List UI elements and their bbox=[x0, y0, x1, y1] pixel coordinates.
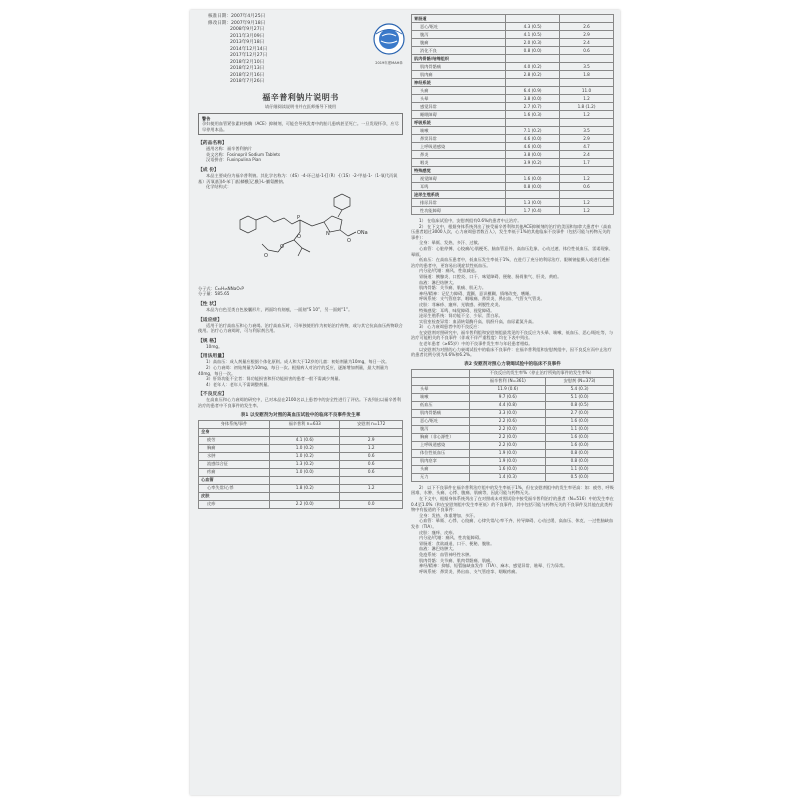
table-row bbox=[412, 63, 614, 71]
table-cell: 0.5 (0.0) bbox=[546, 473, 614, 481]
table-cell: 全身 bbox=[199, 428, 270, 436]
table-cell: 呼吸系统 bbox=[412, 119, 506, 127]
table-row bbox=[412, 127, 614, 135]
table-cell: 疲劳 bbox=[199, 436, 270, 444]
table-row bbox=[412, 409, 614, 417]
table-row bbox=[412, 183, 614, 191]
warning-text: 孕妇使用血管紧张素转换酶（ACE）抑制剂，可能会导致发育中的胎儿患病甚至死亡。一旦发现怀孕，应尽早停用本品。 bbox=[202, 121, 399, 132]
body-paragraph: 血液：淋巴结肿大。 bbox=[419, 279, 457, 285]
table-cell bbox=[560, 55, 614, 63]
table-cell: 皮肤 bbox=[199, 492, 270, 500]
table-cell: 7.1 (0.2) bbox=[506, 127, 560, 135]
revision-date: 2008年9月27日 bbox=[230, 27, 265, 32]
table-row bbox=[412, 199, 614, 207]
table-row bbox=[412, 465, 614, 473]
table-row bbox=[412, 385, 614, 393]
table-cell bbox=[340, 492, 403, 500]
table-cell: 1.6 (0.0) bbox=[506, 175, 560, 183]
table-cell: 腹泻 bbox=[412, 425, 470, 433]
table-cell: 2.2 (0.6) bbox=[470, 417, 546, 425]
table-cell: 视觉障碍 bbox=[412, 175, 506, 183]
table-cell: 上呼吸道感染 bbox=[412, 441, 470, 449]
table-cell: 9.7 (0.6) bbox=[470, 393, 546, 401]
table-cell: 消化不良 bbox=[412, 47, 506, 55]
table-row bbox=[412, 135, 614, 143]
table-cell: 3.5 bbox=[560, 127, 614, 135]
body-paragraph: 心血管：晕厥、心悸、心绞痛、心律失常/心率不齐、传导障碍、心动过缓、高血压、休克、一过性脑缺血发作（TIA）。 bbox=[411, 518, 614, 529]
table-row bbox=[412, 31, 614, 39]
drug-name-line: 英文名称：Fosinopril Sodium Tablets bbox=[206, 151, 281, 157]
table-row bbox=[412, 457, 614, 465]
table-cell: 心血管 bbox=[199, 476, 270, 484]
table-row bbox=[412, 55, 614, 63]
table-cell bbox=[340, 476, 403, 484]
table-cell: 腹痛 bbox=[412, 39, 506, 47]
section-heading: 【成 份】 bbox=[198, 168, 219, 174]
table-cell: 排尿异常 bbox=[412, 199, 506, 207]
svg-text:O: O bbox=[280, 243, 284, 250]
section-heading: 【用法用量】 bbox=[198, 354, 227, 360]
body-paragraph: 免疫系统：血管神经性水肿。 bbox=[419, 551, 474, 557]
section-heading: 【性 状】 bbox=[198, 302, 219, 308]
table-row bbox=[412, 175, 614, 183]
table-cell bbox=[506, 191, 560, 199]
table-cell: 泌尿生殖系统 bbox=[412, 191, 506, 199]
revision-date: 2014年12月14日 bbox=[230, 46, 268, 52]
table-cell: 胸痛（非心源性） bbox=[412, 433, 470, 441]
table-cell: 2.7 (0.0) bbox=[546, 409, 614, 417]
table-cell: 感觉异常 bbox=[412, 103, 506, 111]
table-cell: 1.2 bbox=[560, 207, 614, 215]
revision-date: 2013年9月18日 bbox=[230, 40, 265, 45]
table-cell: 1.6 (0.0) bbox=[546, 433, 614, 441]
body-paragraph: 血液：淋巴结肿大。 bbox=[419, 546, 457, 552]
table-row bbox=[412, 417, 614, 425]
table-row bbox=[412, 441, 614, 449]
table-cell: 1.8 (0.2) bbox=[270, 484, 340, 492]
body-paragraph: 2） 以下不良事件在福辛普利治疗组中的发生率低于1%，但在安慰剂组中的发生率更高：如：疲劳、呼吸困难、水肿、头痛、心悸、腹痛、肌痛等，因此可能与药物无关。 bbox=[411, 484, 614, 496]
table-cell: 2.2 (0.0) bbox=[470, 433, 546, 441]
table-header bbox=[412, 377, 470, 385]
table-cell: 0.6 bbox=[340, 468, 403, 476]
left-column bbox=[198, 14, 403, 509]
table-row bbox=[199, 428, 403, 436]
table-row bbox=[199, 492, 403, 500]
table-cell bbox=[506, 55, 560, 63]
table-header: 安慰剂 (N=373) bbox=[546, 377, 614, 385]
table-cell bbox=[506, 79, 560, 87]
table-cell: 1.9 (0.0) bbox=[470, 457, 546, 465]
table-cell: 1.2 bbox=[560, 175, 614, 183]
table-cell: 1.0 (0.2) bbox=[270, 444, 340, 452]
body-paragraph: 2） 在下文中，根据身体系统列出了接受福辛普利和其他ACE抑制剂的治疗的美国和加拿大患者中（高血压患者超过3000人次，心力衰竭患者数百人），发生率低于1%的其他临床不良事件（包括可能与药物无关的事件）： bbox=[411, 223, 612, 240]
body-paragraph: 心血管：心脏停搏、心绞痛/心肌梗死、脑血管意外、高血压危象、心动过速、体位性低血压、雷诺现象、晕厥。 bbox=[411, 245, 614, 257]
table-cell bbox=[506, 167, 560, 175]
table-header bbox=[412, 369, 470, 377]
table-row bbox=[199, 500, 403, 508]
table-cell bbox=[270, 476, 340, 484]
body-paragraph: 呼吸系统：支气管痉挛、咽喉痛、鼻窦炎、鼻出血、气管支气管炎。 bbox=[419, 296, 545, 302]
table-cell bbox=[506, 119, 560, 127]
table-cell: 1.2 bbox=[340, 444, 403, 452]
table-cell: 疼痛 bbox=[199, 468, 270, 476]
table-row bbox=[412, 95, 614, 103]
body-paragraph: 内分泌/代谢：痛风、性功能障碍。 bbox=[419, 535, 484, 541]
table-cell bbox=[560, 15, 614, 23]
body-paragraph: 胃肠道：食欲减退、口干、便秘、腹胀。 bbox=[419, 540, 495, 546]
table-row bbox=[412, 191, 614, 199]
table-row bbox=[412, 425, 614, 433]
table-cell: 2.2 (0.0) bbox=[470, 441, 546, 449]
body-paragraph: 呼吸系统：鼻窦炎、鼻出血、支气管痉挛、咽喉疼痛。 bbox=[419, 568, 520, 574]
body-paragraph: 实验室检查异常：血清转氨酶升高、肌酐升高、血尿素氮升高。 bbox=[419, 318, 537, 324]
table-cell: 3.3 (0.0) bbox=[470, 409, 546, 417]
table-cell: 4.7 bbox=[560, 143, 614, 151]
body-paragraph: 神经/精神：抑郁、短暂脑缺血发作（TIA）、麻木、感觉异常、眩晕、行为异常。 bbox=[419, 563, 568, 569]
table-cell: 1.8 (1.2) bbox=[560, 103, 614, 111]
table-cell: 4.6 (0.0) bbox=[506, 143, 560, 151]
table-cell: 2.9 bbox=[560, 135, 614, 143]
body-paragraph: 低血压：在高血压患者中，低血压发生率低于1%，在进行了充分的利尿治疗、限制钠盐摄入或进行透析治疗的患者中，更容易出现症状性低血压。 bbox=[411, 257, 610, 268]
revision-date: 修改日期：2007年9月18日 bbox=[208, 20, 266, 26]
table-cell: 无力 bbox=[412, 473, 470, 481]
table-cell: 水肿 bbox=[199, 452, 270, 460]
document-title: 福辛普利钠片说明书 bbox=[262, 92, 339, 102]
table-cell: 0.8 (0.0) bbox=[506, 183, 560, 191]
table-cell: 6.4 (0.9) bbox=[506, 87, 560, 95]
table-cell: 2.4 bbox=[560, 151, 614, 159]
table-cell: 2.9 bbox=[340, 436, 403, 444]
molecular-formula: 分子式：C₃₀H₄₅NNaO₇P bbox=[198, 285, 244, 291]
table-cell: 4.0 (0.2) bbox=[506, 63, 560, 71]
table-group-header: 不良反应的发生率%（停止治疗所致的事件的发生率%） bbox=[470, 369, 614, 377]
table-cell: 肌肉痉挛 bbox=[412, 457, 470, 465]
table-cell: 0.8 (0.0) bbox=[506, 47, 560, 55]
formula-label: 化学结构式： bbox=[206, 184, 232, 190]
table-cell: 恶心/呕吐 bbox=[412, 417, 470, 425]
adverse-events-table-2 bbox=[411, 369, 614, 482]
table-cell: 4.4 (0.8) bbox=[470, 401, 546, 409]
table-cell: 2.7 (0.7) bbox=[506, 103, 560, 111]
table-cell: 1.7 bbox=[560, 159, 614, 167]
table-cell: 2.0 (0.3) bbox=[506, 39, 560, 47]
table-row bbox=[412, 111, 614, 119]
table-cell: 咳嗽 bbox=[412, 127, 506, 135]
table-cell: 腹泻 bbox=[412, 31, 506, 39]
table-cell: 1.6 (0.0) bbox=[546, 417, 614, 425]
revision-date: 2018年2月13日 bbox=[230, 66, 265, 71]
table-cell: 鼻炎 bbox=[412, 151, 506, 159]
table-cell: 1.3 (0.2) bbox=[270, 460, 340, 468]
table-cell: 1.3 (0.0) bbox=[506, 199, 560, 207]
company-logo bbox=[370, 22, 408, 66]
table-cell: 2.2 (0.0) bbox=[470, 425, 546, 433]
body-paragraph: 在安慰剂对照研究中，福辛普利组和安慰剂组最常见的不良反应为头晕、咳嗽、低血压、恶心/呕吐等，与治疗可能相关的不良事件（伴或不伴严重程度）均在下表中列出。 bbox=[411, 329, 614, 341]
adverse-events-table-1-continued bbox=[411, 14, 614, 215]
table-cell: 鼻窦异常 bbox=[412, 135, 506, 143]
table-cell: 耳鸣 bbox=[412, 183, 506, 191]
table-cell: 肌肉痛 bbox=[412, 71, 506, 79]
drug-name-line: 汉语拼音：Fuxinpulina Pian bbox=[206, 157, 262, 163]
warning-label: 警告 bbox=[202, 115, 211, 121]
table-row bbox=[199, 484, 403, 492]
table-cell: 1.9 (0.0) bbox=[470, 449, 546, 457]
dosage-paragraph: 4）老年人：老年人不需调整剂量。 bbox=[206, 381, 272, 387]
molecular-weight: 分子量：585.65 bbox=[198, 291, 230, 297]
table-cell: 0.8 (0.0) bbox=[546, 449, 614, 457]
table-row bbox=[412, 23, 614, 31]
svg-text:ONa: ONa bbox=[357, 229, 368, 236]
dosage-paragraph: 2）心力衰竭：初始剂量为10mg，每日一次。根据病人对治疗的反应，逐渐增加剂量，最大剂量为40mg，每日一次。 bbox=[198, 365, 389, 376]
section-heading: 【不良反应】 bbox=[198, 392, 227, 398]
table-cell: 11.0 bbox=[560, 87, 614, 95]
table-cell: 1.0 (0.0) bbox=[270, 468, 340, 476]
body-paragraph: 全身：晕厥、发热、多汗、过敏。 bbox=[419, 240, 482, 246]
body-paragraph: 肌肉骨骼：关节痛、肌肉骨骼痛、肌痛。 bbox=[419, 557, 495, 563]
table-cell: 3.9 (0.2) bbox=[506, 159, 560, 167]
table-cell: 0.0 bbox=[340, 500, 403, 508]
table-cell: 肌肉骨骼痛 bbox=[412, 63, 506, 71]
table-cell: 4.1 (0.5) bbox=[506, 31, 560, 39]
table-row bbox=[412, 119, 614, 127]
table-cell: 1.2 bbox=[560, 199, 614, 207]
table-cell: 2.2 (0.0) bbox=[270, 500, 340, 508]
table-cell: 2.9 bbox=[560, 31, 614, 39]
table-cell: 1.6 (0.0) bbox=[470, 465, 546, 473]
table-header-row bbox=[412, 377, 614, 385]
body-paragraph: 3） 心力衰竭患者中的不良反应： bbox=[419, 324, 482, 330]
leaflet-page bbox=[190, 10, 620, 795]
body-paragraph: 以安慰剂为对照的心力衰竭试验中的临床不良事件：在福辛普利组和安慰剂组中，因不良反应而中止治疗的患者比例分别为4.6%和6.2%。 bbox=[411, 346, 612, 358]
body-paragraph: 特殊感觉：耳鸣、味觉障碍、视觉障碍。 bbox=[419, 307, 495, 313]
body-paragraph: 在老年患者（≥65岁）中的不良事件发生率与年轻患者相似。 bbox=[419, 341, 533, 347]
body-paragraph: 泌尿生殖系统：肾功能不全、少尿、蛋白尿。 bbox=[419, 313, 503, 319]
table-cell: 流感综合征 bbox=[199, 460, 270, 468]
table2-caption: 表2 安慰剂对照心力衰竭试验中的临床不良事件 bbox=[464, 361, 561, 367]
table-cell: 1.4 (0.3) bbox=[470, 473, 546, 481]
revision-date: 2018年2月16日 bbox=[230, 72, 265, 78]
table-cell: 头痛 bbox=[412, 87, 506, 95]
revision-date: 2018年2月10日 bbox=[230, 59, 265, 65]
table-cell: 低血压 bbox=[412, 401, 470, 409]
body-paragraph: 在下文中，根据身体系统列出了在对照或未对照试验中接受福辛普利治疗的患者（N=516）中的发生率在0.4至1.0%（和在安慰剂组中发生率更低）的不良事件，其中包括可能与药物无关的不良事件及其他在此类药物中有报道的不良事件： bbox=[411, 496, 614, 513]
revision-date: 2017年12月27日 bbox=[230, 53, 268, 58]
table-cell: 肌肉骨骼痛 bbox=[412, 409, 470, 417]
table-cell: 咳嗽 bbox=[412, 393, 470, 401]
right-column bbox=[411, 14, 614, 574]
table-row bbox=[412, 143, 614, 151]
table-cell bbox=[560, 119, 614, 127]
svg-text:O: O bbox=[264, 252, 268, 259]
table-row bbox=[199, 476, 403, 484]
table-row bbox=[199, 436, 403, 444]
table-cell: 11.9 (0.6) bbox=[470, 385, 546, 393]
table-cell: 0.8 (0.5) bbox=[546, 401, 614, 409]
revision-date: 2018年7月26日 bbox=[230, 79, 265, 84]
chemical-structure bbox=[198, 192, 403, 284]
logo-caption: 2019年度MAH单 bbox=[375, 61, 403, 65]
table-row bbox=[412, 79, 614, 87]
table-row bbox=[412, 103, 614, 111]
table-cell: 睡眠障碍 bbox=[412, 111, 506, 119]
table-cell: 1.7 (0.4) bbox=[506, 207, 560, 215]
table-cell: 皮疹 bbox=[199, 500, 270, 508]
table1-caption: 表1 以安慰剂为对照的高血压试验中的临床不良事件发生率 bbox=[240, 412, 361, 418]
body-paragraph: 皮肤：荨麻疹、瘙痒、光敏感、剥脱性皮炎。 bbox=[419, 301, 503, 307]
table-row bbox=[412, 393, 614, 401]
table-row bbox=[412, 47, 614, 55]
table-cell: 3.5 bbox=[560, 63, 614, 71]
section-heading: 【规 格】 bbox=[198, 338, 219, 344]
table-cell: 1.0 (0.2) bbox=[270, 452, 340, 460]
table-cell: 3.8 (0.0) bbox=[506, 151, 560, 159]
table-cell: 肌肉骨骼/结缔组织 bbox=[412, 55, 506, 63]
table-row bbox=[412, 39, 614, 47]
table-cell: 1.6 (0.0) bbox=[546, 441, 614, 449]
table-row bbox=[412, 151, 614, 159]
chemical-structure-diagram bbox=[198, 192, 403, 284]
table-header: 安慰剂 n=172 bbox=[340, 420, 403, 428]
table-cell: 体位性低血压 bbox=[412, 449, 470, 457]
table-cell: 5.1 (0.0) bbox=[546, 393, 614, 401]
body-paragraph: 神经/精神：记忆力障碍、震颤、意识模糊、情绪改变、嗜睡。 bbox=[419, 290, 534, 296]
globe-logo-icon bbox=[370, 22, 408, 56]
specification-text: 10mg。 bbox=[206, 343, 223, 349]
table-header-row bbox=[199, 420, 403, 428]
table-cell: 神经系统 bbox=[412, 79, 506, 87]
table-cell: 1.6 (0.3) bbox=[506, 111, 560, 119]
table-cell: 1.8 bbox=[560, 71, 614, 79]
table-cell: 1.2 bbox=[560, 95, 614, 103]
svg-text:P: P bbox=[297, 214, 301, 221]
table-row bbox=[412, 159, 614, 167]
table-cell: 4.1 (0.6) bbox=[270, 436, 340, 444]
body-paragraph: 肌肉骨骼：关节痛、肌痛、肌无力。 bbox=[419, 285, 487, 291]
body-paragraph: 胃肠道：胰腺炎、口腔炎、口干、味觉障碍、便秘、肠胃胀气、肝炎、黄疸。 bbox=[419, 273, 562, 279]
body-paragraph: 内分泌/代谢：痛风、性欲减退。 bbox=[419, 268, 480, 274]
table-row bbox=[412, 449, 614, 457]
table-cell bbox=[270, 428, 340, 436]
table-cell: 上呼吸道感染 bbox=[412, 143, 506, 151]
body-paragraph: 1） 在临床试验中，安慰剂组有0.6%的患者中止治疗。 bbox=[419, 218, 522, 223]
table-cell: 5.4 (0.3) bbox=[546, 385, 614, 393]
table-cell: 1.2 bbox=[560, 111, 614, 119]
properties-text: 本品为白色至类白色胶囊形片，两面均有刻痕，一面刻“S 10”，另一面刻“1”。 bbox=[206, 307, 353, 313]
indications-text: 适用于治疗高血压和心力衰竭。治疗高血压时，可单独使用作为初始治疗药物，或与其它抗高血压药物联合使用。治疗心力衰竭时，可与利尿剂合用。 bbox=[198, 322, 403, 334]
ingredients-text: 本品主要成份为福辛普利钠。其化学名称为：（4S）-4-环己基-1-[[（R）-[（1S）-2-甲基-1-（1-氧代丙氧基）丙氧基](4-苯丁基)膦酰]乙酰]-L-脯氨酸钠。 bbox=[198, 173, 398, 184]
dosage-paragraph: 3）肝肾功能不全者：肾功能损害和肝功能损害的患者一般不需减少剂量。 bbox=[206, 376, 343, 382]
table-header: 身体系统/事件 bbox=[199, 420, 270, 428]
section-heading: 【药品名称】 bbox=[198, 141, 227, 147]
table-cell: 1.2 bbox=[340, 484, 403, 492]
body-paragraph: 全身：发热、体重增加、多汗。 bbox=[419, 512, 478, 518]
table-header-row bbox=[412, 369, 614, 377]
table-cell: 2.8 (0.2) bbox=[506, 71, 560, 79]
table-cell: 头痛 bbox=[412, 465, 470, 473]
table-cell: 心率失常/心悸 bbox=[199, 484, 270, 492]
table-cell: 0.6 bbox=[340, 460, 403, 468]
table-row bbox=[412, 433, 614, 441]
adverse-events-table-1 bbox=[198, 420, 403, 509]
table-row bbox=[199, 468, 403, 476]
table-row bbox=[412, 15, 614, 23]
table-row bbox=[199, 452, 403, 460]
table-row bbox=[412, 87, 614, 95]
adverse-text: 在高血压和心力衰竭的研究中，已对本品在2100名以上患者中的安全性进行了评估。下表列出以福辛普利治疗的患者中不良事件的发生率。 bbox=[198, 397, 401, 408]
table-header: 福辛普利 (N=361) bbox=[470, 377, 546, 385]
table-cell bbox=[270, 492, 340, 500]
table-cell bbox=[560, 191, 614, 199]
table-cell: 0.6 bbox=[560, 47, 614, 55]
table-cell: 恶心/呕吐 bbox=[412, 23, 506, 31]
svg-text:O: O bbox=[347, 237, 351, 244]
table-cell: 胸痛 bbox=[199, 444, 270, 452]
table-cell: 头晕 bbox=[412, 95, 506, 103]
dosage-paragraph: 1）高血压：成人剂量应根据个体化原则。成人和大于12岁的儿童：初始剂量为10mg，每日一次。 bbox=[206, 359, 390, 365]
table-cell bbox=[560, 167, 614, 175]
table-cell: 咽炎 bbox=[412, 159, 506, 167]
table-cell bbox=[340, 428, 403, 436]
table-cell: 3.8 (0.0) bbox=[506, 95, 560, 103]
table-cell: 0.8 (0.0) bbox=[546, 457, 614, 465]
table-cell: 1.1 (0.0) bbox=[546, 425, 614, 433]
table-cell: 4.6 (0.0) bbox=[506, 135, 560, 143]
table-row bbox=[412, 207, 614, 215]
table-row bbox=[412, 167, 614, 175]
table-cell: 4.3 (0.5) bbox=[506, 23, 560, 31]
section-heading: 【适应症】 bbox=[198, 317, 222, 323]
revision-date: 2011年3月09日 bbox=[230, 33, 265, 39]
table-cell: 特殊感觉 bbox=[412, 167, 506, 175]
svg-text:N: N bbox=[326, 230, 330, 237]
table-cell: 1.1 (0.0) bbox=[546, 465, 614, 473]
table-cell: 胃肠道 bbox=[412, 15, 506, 23]
table-row bbox=[412, 71, 614, 79]
table-cell: 0.6 bbox=[560, 183, 614, 191]
table-header: 福辛普利 n=633 bbox=[270, 420, 340, 428]
table-cell: 2.4 bbox=[560, 39, 614, 47]
body-paragraph: 皮肤：瘙痒、皮疹。 bbox=[419, 529, 457, 535]
table-cell: 头晕 bbox=[412, 385, 470, 393]
revision-date: 核准日期：2007年4月25日 bbox=[208, 14, 266, 19]
table-row bbox=[412, 473, 614, 481]
table-cell: 0.6 bbox=[340, 452, 403, 460]
document-subtitle: 请仔细阅读说明书并在医师指导下使用 bbox=[264, 103, 337, 109]
drug-name-line: 通用名称：福辛普利钠片 bbox=[206, 146, 253, 152]
table-row bbox=[199, 460, 403, 468]
table-row bbox=[199, 444, 403, 452]
table-cell bbox=[506, 15, 560, 23]
table-row bbox=[412, 401, 614, 409]
warning-box bbox=[198, 113, 403, 136]
table-cell: 性功能障碍 bbox=[412, 207, 506, 215]
table-cell: 2.6 bbox=[560, 23, 614, 31]
svg-text:O: O bbox=[297, 233, 301, 240]
table-cell bbox=[560, 79, 614, 87]
